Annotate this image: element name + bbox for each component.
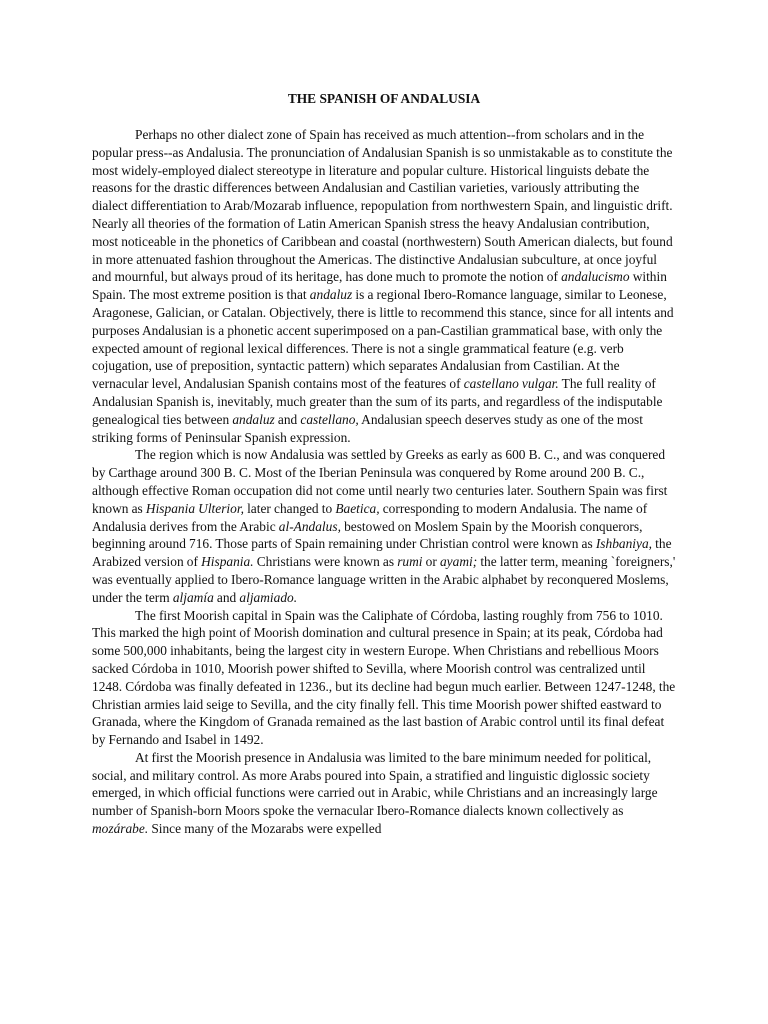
text-run: within Spain. The most extreme position is that bbox=[92, 269, 667, 303]
italic-term: rumi bbox=[397, 554, 423, 570]
text-run: The first Moorish capital in Spain was the Caliphate of Córdoba, lasting roughly from 756 to 1010. This marked the high point of Moorish domination and cultural presence in Spain; at its peak, Córdoba had some 500,000 inhabitants, being the largest city in western Europe. When Christians and rebellious Moors sacked Córdoba in 1010, Moorish power shifted to Sevilla, where Moorish control was centralized until 1248. Córdoba was finally defeated in 1236., but its decline had begun much earlier. Between 1247-1248, the Christian armies laid seige to Sevilla, and the city finally fell. This time Moorish power shifted eastward to Granada, where the Kingdom of Granada remained as the last bastion of Arabic control until its final defeat by Fernando and Isabel in 1492. bbox=[92, 607, 676, 748]
italic-term: andaluz bbox=[309, 287, 353, 303]
text-run: and bbox=[213, 589, 240, 605]
body-paragraph bbox=[92, 749, 676, 838]
italic-term: aljamiado. bbox=[239, 589, 298, 605]
text-run: and bbox=[274, 411, 301, 427]
text-run: Christians were known as bbox=[253, 554, 398, 570]
italic-term: Hispania. bbox=[201, 554, 254, 570]
italic-term: Baetica, bbox=[335, 500, 380, 516]
italic-term: castellano, bbox=[300, 411, 359, 427]
document-body bbox=[92, 126, 676, 838]
text-run: At first the Moorish presence in Andalusia was limited to the bare minimum needed for political, social, and military control. As more Arabs poured into Spain, a stratified and linguistic diglossic society emerged, in which official functions were carried out in Arabic, while Christians and an increasingly large number of Spanish-born Moors spoke the vernacular Ibero-Romance dialects known collectively as bbox=[92, 749, 658, 819]
text-run: bestowed on Moslem Spain by the Moorish conquerors, beginning around 716. Those parts of Spain remaining under Christian control were known as bbox=[92, 518, 643, 552]
italic-term: ayami; bbox=[439, 554, 478, 570]
body-paragraph bbox=[92, 446, 676, 606]
italic-term: andaluz bbox=[232, 411, 275, 427]
document-title: THE SPANISH OF ANDALUSIA bbox=[287, 91, 481, 106]
italic-term: al-Andalus, bbox=[278, 518, 341, 534]
text-run: Perhaps no other dialect zone of Spain has received as much attention--from scholars and in the popular press--as Andalusia. The pronunciation of Andalusian Spanish is so unmistakable as to constitute the most widely-employed dialect stereotype in literature and popular culture. Historical linguists debate the reasons for the drastic differences between Andalusian and Castilian varieties, variously attributing the dialect differentiation to Arab/Mozarab influence, repopulation from northwestern Spain, and linguistic drift. Nearly all theories of the formation of Latin American Spanish stress the heavy Andalusian contribution, most noticeable in the phonetics of Caribbean and coastal (northwestern) South American dialects, but found in more attenuated fashion throughout the Americas. The distinctive Andalusian subculture, at once joyful and mournful, but always proud of its heritage, has done much to promote the notion of bbox=[92, 127, 673, 285]
text-run: the Arabized version of bbox=[92, 536, 672, 570]
italic-term: Hispania Ulterior, bbox=[145, 500, 244, 516]
italic-term: andalucismo bbox=[561, 269, 630, 285]
text-run: or bbox=[422, 554, 440, 570]
italic-term: Ishbaniya, bbox=[595, 536, 653, 552]
italic-term: castellano vulgar. bbox=[463, 376, 559, 392]
text-run: is a regional Ibero-Romance language, similar to Leonese, Aragonese, Galician, or Catalan. Objectively, there is little to recommend this stance, since for all intents and purposes Andalusian is a phonetic accent superimposed on a pan-Castilian grammatical base, with only the expected amount of regional lexical differences. There is not a single grammatical feature (e.g. verb cojugation, use of preposition, syntactic pattern) which separates Andalusian from Castilian. At the vernacular level, Andalusian Spanish contains most of the features of bbox=[92, 287, 674, 392]
text-run: the latter term, meaning `foreigners,' was eventually applied to Ibero-Romance language written in the Arabic alphabet by reconquered Moslems, under the term bbox=[92, 554, 676, 605]
text-run: Andalusian speech deserves study as one of the most striking forms of Peninsular Spanish expression. bbox=[92, 411, 643, 445]
text-run: The full reality of Andalusian Spanish is, inevitably, much greater than the sum of its parts, and regardless of the indisputable genealogical ties between bbox=[92, 376, 663, 427]
body-paragraph bbox=[92, 126, 676, 446]
text-run: later changed to bbox=[243, 500, 336, 516]
text-run: Since many of the Mozarabs were expelled bbox=[148, 821, 382, 837]
italic-term: aljamía bbox=[172, 589, 214, 605]
italic-term: mozárabe. bbox=[92, 821, 149, 837]
text-run: The region which is now Andalusia was settled by Greeks as early as 600 B. C., and was conquered by Carthage around 300 B. C. Most of the Iberian Peninsula was conquered by Rome around 200 B. C., although effective Roman occupation did not come until nearly two centuries later. Southern Spain was first known as bbox=[92, 447, 668, 516]
body-paragraph bbox=[92, 607, 676, 749]
text-run: corresponding to modern Andalusia. The name of Andalusia derives from the Arabic bbox=[92, 500, 648, 534]
